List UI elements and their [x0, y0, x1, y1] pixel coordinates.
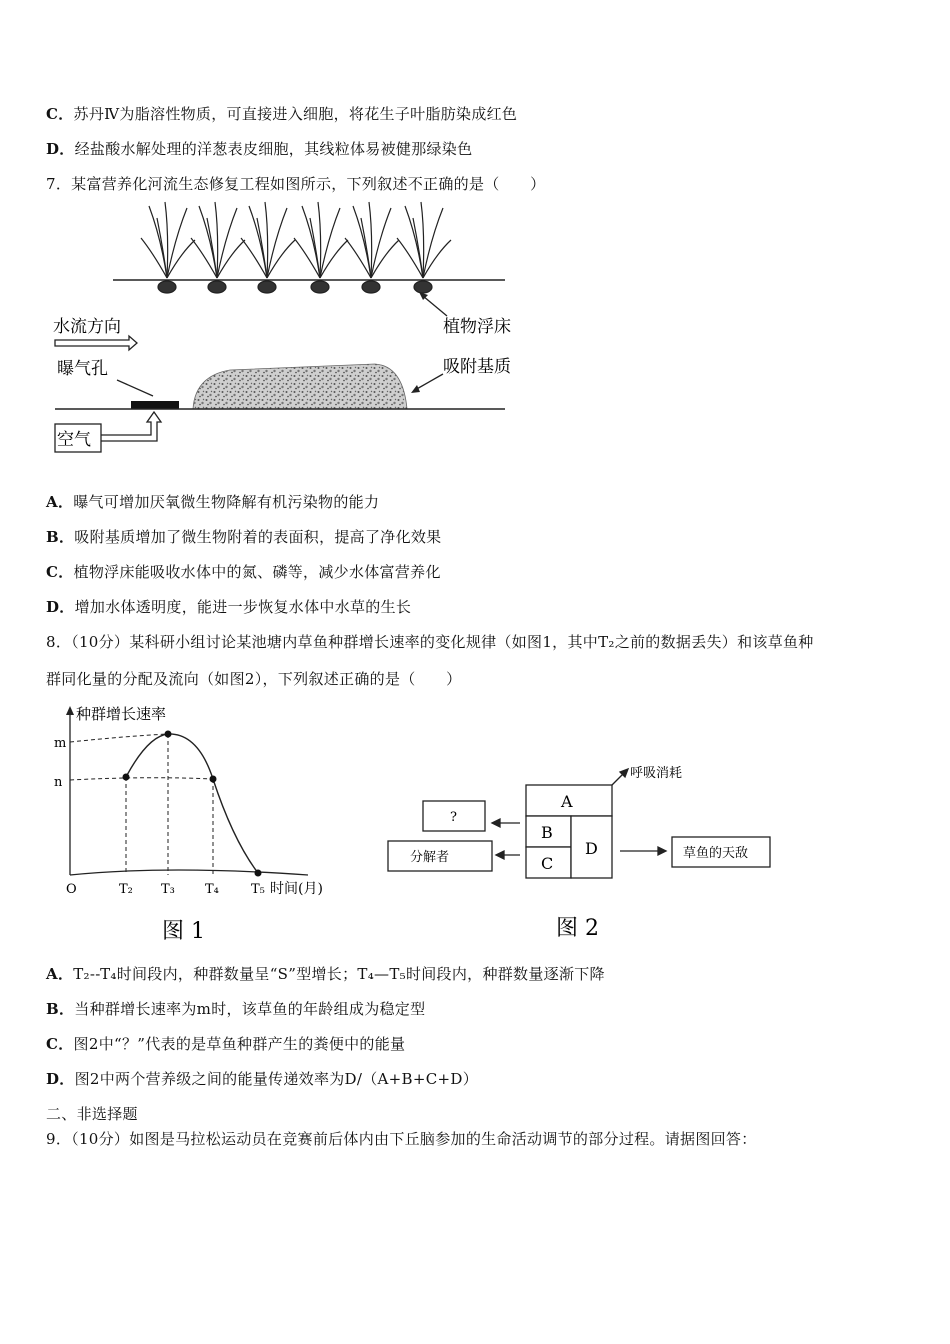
q8-option-c: C．图2中“？”代表的是草鱼种群产生的粪便中的能量 [46, 1035, 406, 1053]
air-label: 空气 [57, 430, 91, 450]
label-d: D [585, 839, 598, 858]
y-axis-label: 种群增长速率 [76, 705, 167, 723]
q7-option-a: A．曝气可增加厌氧微生物降解有机污染物的能力 [46, 493, 380, 511]
q7-option-c: C．植物浮床能吸收水体中的氮、磷等，减少水体富营养化 [46, 563, 441, 581]
q7-stem: 7．某富营养化河流生态修复工程如图所示，下列叙述不正确的是（ ） [46, 175, 546, 193]
substrate-label: 吸附基质 [443, 357, 511, 377]
q8-option-b: B．当种群增长速率为m时，该草鱼的年龄组成为稳定型 [46, 1000, 426, 1018]
label-respiration: 呼吸消耗 [630, 766, 683, 781]
tick-m: m [54, 736, 67, 751]
tick-n: n [54, 775, 63, 790]
label-question: ? [450, 810, 457, 825]
tick-t4: T₄ [205, 882, 219, 897]
air-arrow-icon [101, 412, 161, 441]
point-t4 [210, 776, 217, 783]
q6-option-c: C．苏丹Ⅳ为脂溶性物质，可直接进入细胞，将花生子叶脂肪染成红色 [46, 105, 518, 123]
floating-bed-label: 植物浮床 [443, 317, 511, 337]
label-enemy: 草鱼的天敌 [683, 846, 749, 861]
q7-option-d: D．增加水体透明度，能进一步恢复水体中水草的生长 [46, 598, 412, 616]
q8-figure1-growth-rate [48, 700, 358, 945]
q8-figure2-energy-flow [380, 755, 800, 945]
q8-stem-line1: 8．（10分）某科研小组讨论某池塘内草鱼种群增长速率的变化规律（如图1，其中T₂之前的数据丢失）和该草鱼种 [46, 633, 814, 651]
aerator-block [131, 401, 179, 409]
figure1-caption: 图 1 [162, 919, 205, 944]
floating-bed-arrow [423, 296, 447, 316]
water-flow-arrow-icon [55, 336, 137, 350]
substrate-arrow [415, 374, 443, 390]
guide-lines [70, 734, 213, 875]
label-b: B [541, 823, 553, 842]
q8-stem-line2: 群同化量的分配及流向（如图2），下列叙述正确的是（ ） [46, 670, 462, 688]
adsorption-substrate-mound [193, 364, 407, 409]
water-flow-label: 水流方向 [53, 317, 121, 337]
tick-origin: O [66, 882, 77, 897]
tick-t5: T₅ [251, 882, 265, 897]
tick-t3: T₃ [161, 882, 175, 897]
growth-rate-curve [126, 734, 258, 873]
aerator-label: 曝气孔 [57, 359, 108, 379]
q8-option-a: A．T₂--T₄时间段内，种群数量呈“S”型增长；T₄—T₅时间段内，种群数量逐渐下降 [46, 965, 605, 983]
label-c: C [541, 854, 554, 873]
q6-option-d: D．经盐酸水解处理的洋葱表皮细胞，其线粒体易被健那绿染色 [46, 140, 473, 158]
x-axis-label: 时间(月) [270, 881, 323, 897]
point-t5 [255, 870, 262, 877]
label-a: A [561, 792, 573, 811]
figure2-caption: 图 2 [556, 916, 599, 941]
q8-option-d: D．图2中两个营养级之间的能量传递效率为D/（A+B+C+D） [46, 1070, 478, 1088]
tick-t2: T₂ [119, 882, 133, 897]
point-t2 [123, 774, 130, 781]
label-decomposer: 分解者 [410, 850, 450, 865]
q9-stem: 9．（10分）如图是马拉松运动员在竞赛前后体内由下丘脑参加的生命活动调节的部分过程。请据图回答： [46, 1130, 757, 1148]
q7-option-b: B．吸附基质增加了微生物附着的表面积，提高了净化效果 [46, 528, 442, 546]
x-axis [70, 870, 308, 875]
point-t3 [165, 731, 172, 738]
section-heading: 二、非选择题 [46, 1105, 138, 1123]
q7-river-figure [45, 198, 525, 460]
